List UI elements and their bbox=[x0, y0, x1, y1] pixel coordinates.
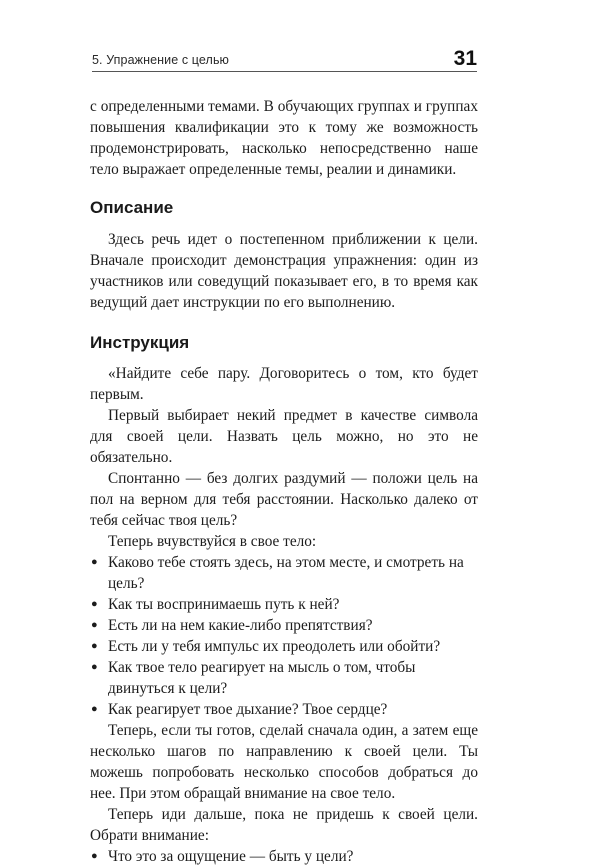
section-heading-description: Описание bbox=[90, 198, 174, 217]
bullet-icon: ● bbox=[91, 703, 98, 715]
instruction-paragraph: Теперь иди дальше, пока не придешь к своей цели. Обрати внимание: bbox=[90, 806, 478, 844]
list-item bbox=[90, 615, 478, 636]
bullet-icon: ● bbox=[91, 598, 98, 610]
running-head bbox=[92, 47, 477, 77]
list-item-text: Как ты воспринимаешь путь к ней? bbox=[108, 596, 340, 613]
instruction-paragraph: Теперь, если ты готов, сделай сначала один, а затем еще несколько шагов по направлению к своей цели. Ты можешь попробовать несколько способов добраться до нее. При этом обращай внимание на свое тело. bbox=[90, 722, 478, 802]
question-list bbox=[90, 846, 478, 867]
list-item-text: Как реагирует твое дыхание? Твое сердце? bbox=[108, 701, 388, 718]
list-item-text: Как твое тело реагирует на мысль о том, чтобы двинуться к цели? bbox=[108, 659, 416, 697]
instruction-paragraph: Первый выбирает некий предмет в качестве символа для своей цели. Назвать цель можно, но это не обязательно. bbox=[90, 407, 478, 466]
description-paragraph: Здесь речь идет о постепенном приближении к цели. Вначале происходит демонстрация упражнения: один из участников или соведущий показывает его, в то время как ведущий дает инструкции по его выполнению. bbox=[90, 231, 478, 311]
list-item bbox=[90, 846, 478, 867]
question-list bbox=[90, 552, 478, 720]
bullet-icon: ● bbox=[91, 619, 98, 631]
list-item bbox=[90, 657, 478, 699]
bullet-icon: ● bbox=[91, 556, 98, 568]
list-item-text: Есть ли у тебя импульс их преодолеть или обойти? bbox=[108, 638, 441, 655]
section-heading-instruction: Инструкция bbox=[90, 333, 190, 352]
bullet-icon: ● bbox=[91, 661, 98, 673]
bullet-icon: ● bbox=[91, 850, 98, 862]
instruction-paragraph: «Найдите себе пару. Договоритесь о том, кто будет первым. bbox=[90, 365, 478, 403]
list-item-text: Что это за ощущение — быть у цели? bbox=[108, 848, 354, 865]
instruction-paragraph: Теперь вчувствуйся в свое тело: bbox=[108, 533, 317, 550]
list-item bbox=[90, 636, 478, 657]
bullet-icon: ● bbox=[91, 640, 98, 652]
list-item bbox=[90, 699, 478, 720]
page-number: 31 bbox=[453, 47, 477, 70]
chapter-title: 5. Упражнение с целью bbox=[92, 53, 230, 67]
intro-paragraph: с определенными темами. В обучающих группах и группах повышения квалификации это к тому же возможность продемонстрировать, насколько непосредственно наше тело выражает определенные темы, реалии и динамики. bbox=[90, 98, 478, 178]
instruction-paragraph: Спонтанно — без долгих раздумий — положи цель на пол на верном для тебя расстоянии. Насколько далеко от тебя сейчас твоя цель? bbox=[90, 470, 478, 529]
list-item-text: Каково тебе стоять здесь, на этом месте, и смотреть на цель? bbox=[108, 554, 464, 592]
list-item bbox=[90, 594, 478, 615]
list-item bbox=[90, 552, 478, 594]
header-rule bbox=[92, 71, 477, 72]
page-body bbox=[90, 96, 478, 867]
list-item-text: Есть ли на нем какие-либо препятствия? bbox=[108, 617, 373, 634]
